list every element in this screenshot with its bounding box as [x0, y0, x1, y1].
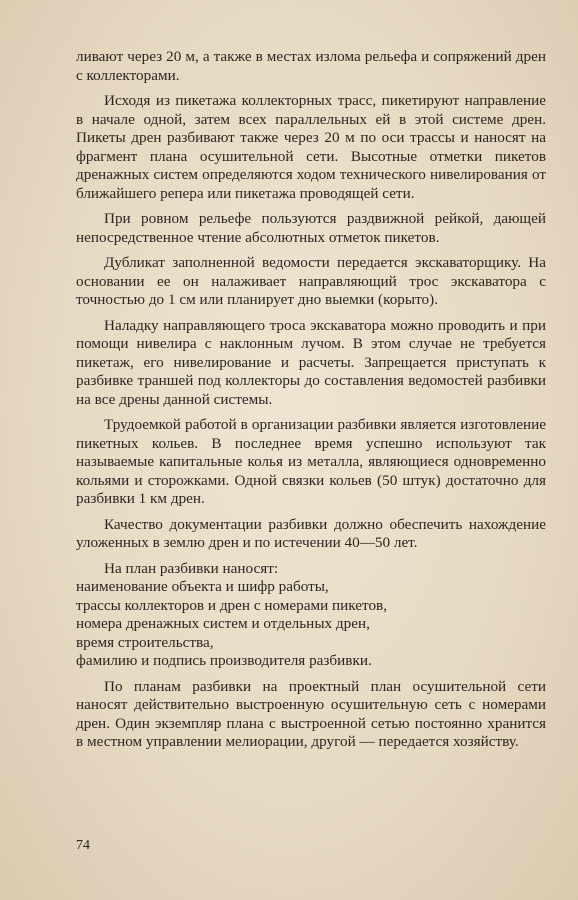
paragraph-picketing-drains: Исходя из пикетажа коллекторных трасс, пикетируют направление в начале одной, затем всех параллельных ей в этой системе дрен. Пикеты дрен разбивают также через 20 м по оси трассы и наносят на фрагмент плана осушительной сети. Высотные отметки пикетов дренажных систем определяются ходом технического нивелирования от ближайшего репера или пикетажа проводящей сети.	[76, 92, 546, 202]
list-item: трассы коллекторов и дрен с номерами пикетов,	[76, 596, 388, 614]
paragraph-duplicate-sheet: Дубликат заполненной ведомости передается экскаваторщику. На основании ее он налаживает направляющий трос экскаватора с точностью до 1 см или планирует дно выемки (корыто).	[76, 254, 546, 308]
list-item: фамилию и подпись производителя разбивки.	[76, 652, 372, 669]
paragraph-documentation-quality: Качество документации разбивки должно обеспечить нахождение уложенных в землю дрен и по истечении 40—50 лет.	[76, 515, 546, 551]
list-item: наименование объекта и шифр работы,	[76, 578, 329, 595]
paragraph-flat-relief: При ровном рельефе пользуются раздвижной рейкой, дающей непосредственное чтение абсолютных отметок пикетов.	[76, 210, 546, 246]
paragraph-stakes: Трудоемкой работой в организации разбивки является изготовление пикетных кольев. В последнее время успешно используют так называемые капитальные колья из металла, являющиеся одновременно кольями и сторожками. Одной связки кольев (50 штук) достаточно для разбивки 1 км дрен.	[76, 416, 546, 507]
page-body-text	[76, 48, 546, 759]
page-number: 74	[76, 838, 90, 853]
list-item: номера дренажных систем и отдельных дрен,	[76, 615, 370, 632]
list-item: время строительства,	[76, 633, 214, 651]
paragraph-as-built-plan: По планам разбивки на проектный план осушительной сети наносят действительно выстроенную осушительную сеть с номерами дрен. Один экземпляр плана с выстроенной сетью постоянно хранится в местном управлении мелиорации, другой — передается хозяйству.	[76, 677, 546, 750]
plan-contents-list	[76, 578, 546, 671]
paragraph-guide-cable: Наладку направляющего троса экскаватора можно проводить и при помощи нивелира с наклонным лучом. В этом случае не требуется пикетаж, его нивелирование и расчеты. Запрещается приступать к разбивке траншей под коллекторы до составления ведомостей разбивки на все дрены данной системы.	[76, 316, 546, 408]
paragraph-plan-intro: На план разбивки наносят:	[104, 559, 279, 577]
paragraph-continuation: ливают через 20 м, а также в местах излома рельефа и сопряжений дрен с коллекторами.	[76, 48, 546, 84]
